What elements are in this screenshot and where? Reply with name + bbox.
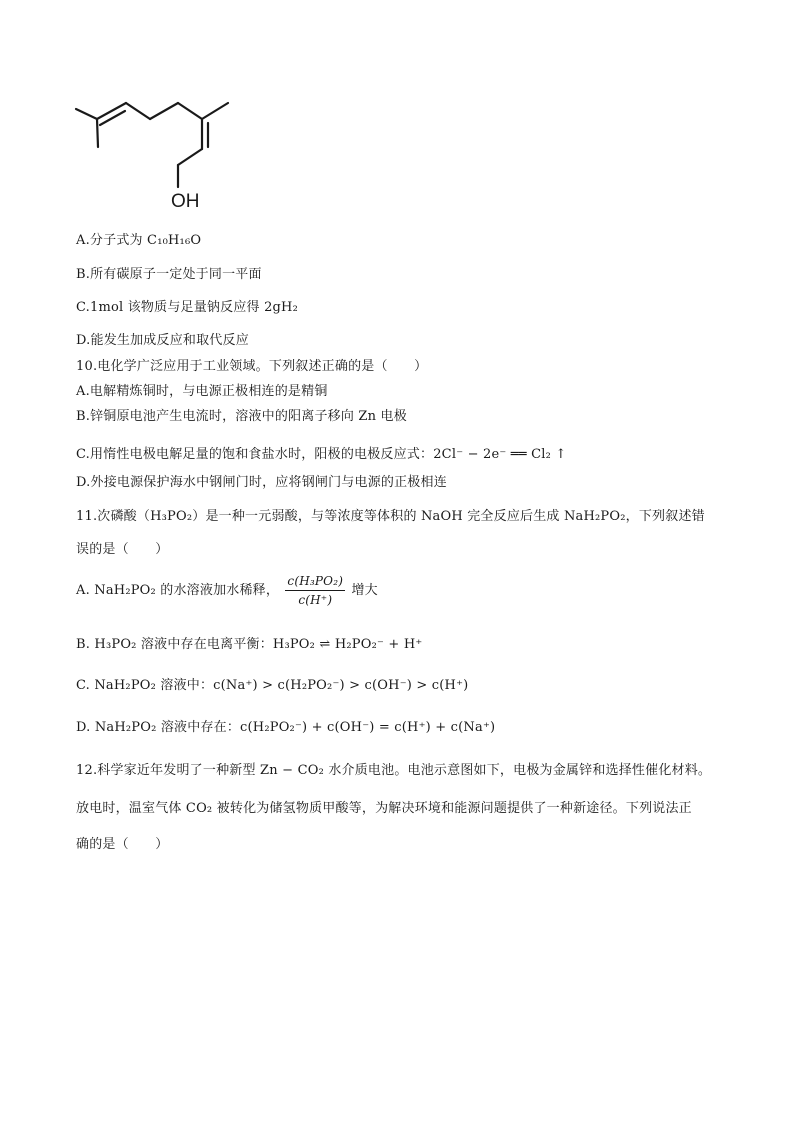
q10-option-d: D.外接电源保护海水中钢闸门时，应将钢闸门与电源的正极相连 bbox=[76, 475, 447, 490]
bond bbox=[76, 109, 97, 119]
q10-option-b: B.锌铜原电池产生电流时，溶液中的阳离子移向 Zn 电极 bbox=[76, 409, 407, 424]
bond bbox=[97, 103, 126, 119]
oh-label: OH bbox=[171, 191, 200, 212]
q11-stem-line1: 11.次磷酸（H₃PO₂）是一种一元弱酸，与等浓度等体积的 NaOH 完全反应后生成 NaH₂PO₂，下列叙述错 bbox=[76, 509, 705, 524]
q11-option-d: D. NaH₂PO₂ 溶液中存在：c(H₂PO₂⁻) + c(OH⁻) = c(H⁺) + c(Na⁺) bbox=[76, 720, 496, 735]
bond bbox=[178, 149, 202, 165]
q11-option-b: B. H₃PO₂ 溶液中存在电离平衡：H₃PO₂ ⇌ H₂PO₂⁻ + H⁺ bbox=[76, 637, 423, 652]
q11-option-c: C. NaH₂PO₂ 溶液中：c(Na⁺) > c(H₂PO₂⁻) > c(OH⁻) > c(H⁺) bbox=[76, 678, 469, 693]
q9-option-a: A.分子式为 C₁₀H₁₆O bbox=[76, 233, 202, 248]
bond bbox=[202, 103, 228, 119]
bond bbox=[178, 103, 202, 119]
q9-option-b: B.所有碳原子一定处于同一平面 bbox=[76, 267, 262, 282]
q11-stem-line2: 误的是（ ） bbox=[76, 542, 169, 557]
q11-option-a bbox=[76, 573, 378, 609]
q10-option-a: A.电解精炼铜时，与电源正极相连的是精铜 bbox=[76, 384, 328, 399]
q11-option-a-prefix: A. NaH₂PO₂ 的水溶液加水稀释， bbox=[76, 583, 280, 598]
q12-stem-line1: 12.科学家近年发明了一种新型 Zn − CO₂ 水介质电池。电池示意图如下，电极为金属锌和选择性催化材料。 bbox=[76, 763, 712, 778]
q11-option-a-suffix: 增大 bbox=[351, 583, 378, 598]
fraction-denominator: c(H⁺) bbox=[298, 593, 333, 607]
molecule-structure-figure bbox=[70, 95, 240, 220]
fraction bbox=[285, 573, 345, 608]
q9-option-d: D.能发生加成反应和取代反应 bbox=[76, 333, 249, 348]
q12-stem-line3: 确的是（ ） bbox=[76, 837, 169, 852]
q10-option-c: C.用惰性电极电解足量的饱和食盐水时，阳极的电极反应式：2Cl⁻ − 2e⁻ ══ Cl₂ ↑ bbox=[76, 447, 567, 462]
fraction-numerator: c(H₃PO₂) bbox=[285, 573, 345, 591]
q9-option-c: C.1mol 该物质与足量钠反应得 2gH₂ bbox=[76, 300, 299, 315]
double-bond-inner bbox=[100, 111, 125, 125]
q12-stem-line2: 放电时，温室气体 CO₂ 被转化为储氢物质甲酸等，为解决环境和能源问题提供了一种新途径。下列说法正 bbox=[76, 801, 692, 816]
bond bbox=[150, 103, 178, 119]
bond bbox=[126, 103, 150, 119]
q10-stem: 10.电化学广泛应用于工业领域。下列叙述正确的是（ ） bbox=[76, 359, 428, 374]
bond bbox=[97, 119, 98, 147]
